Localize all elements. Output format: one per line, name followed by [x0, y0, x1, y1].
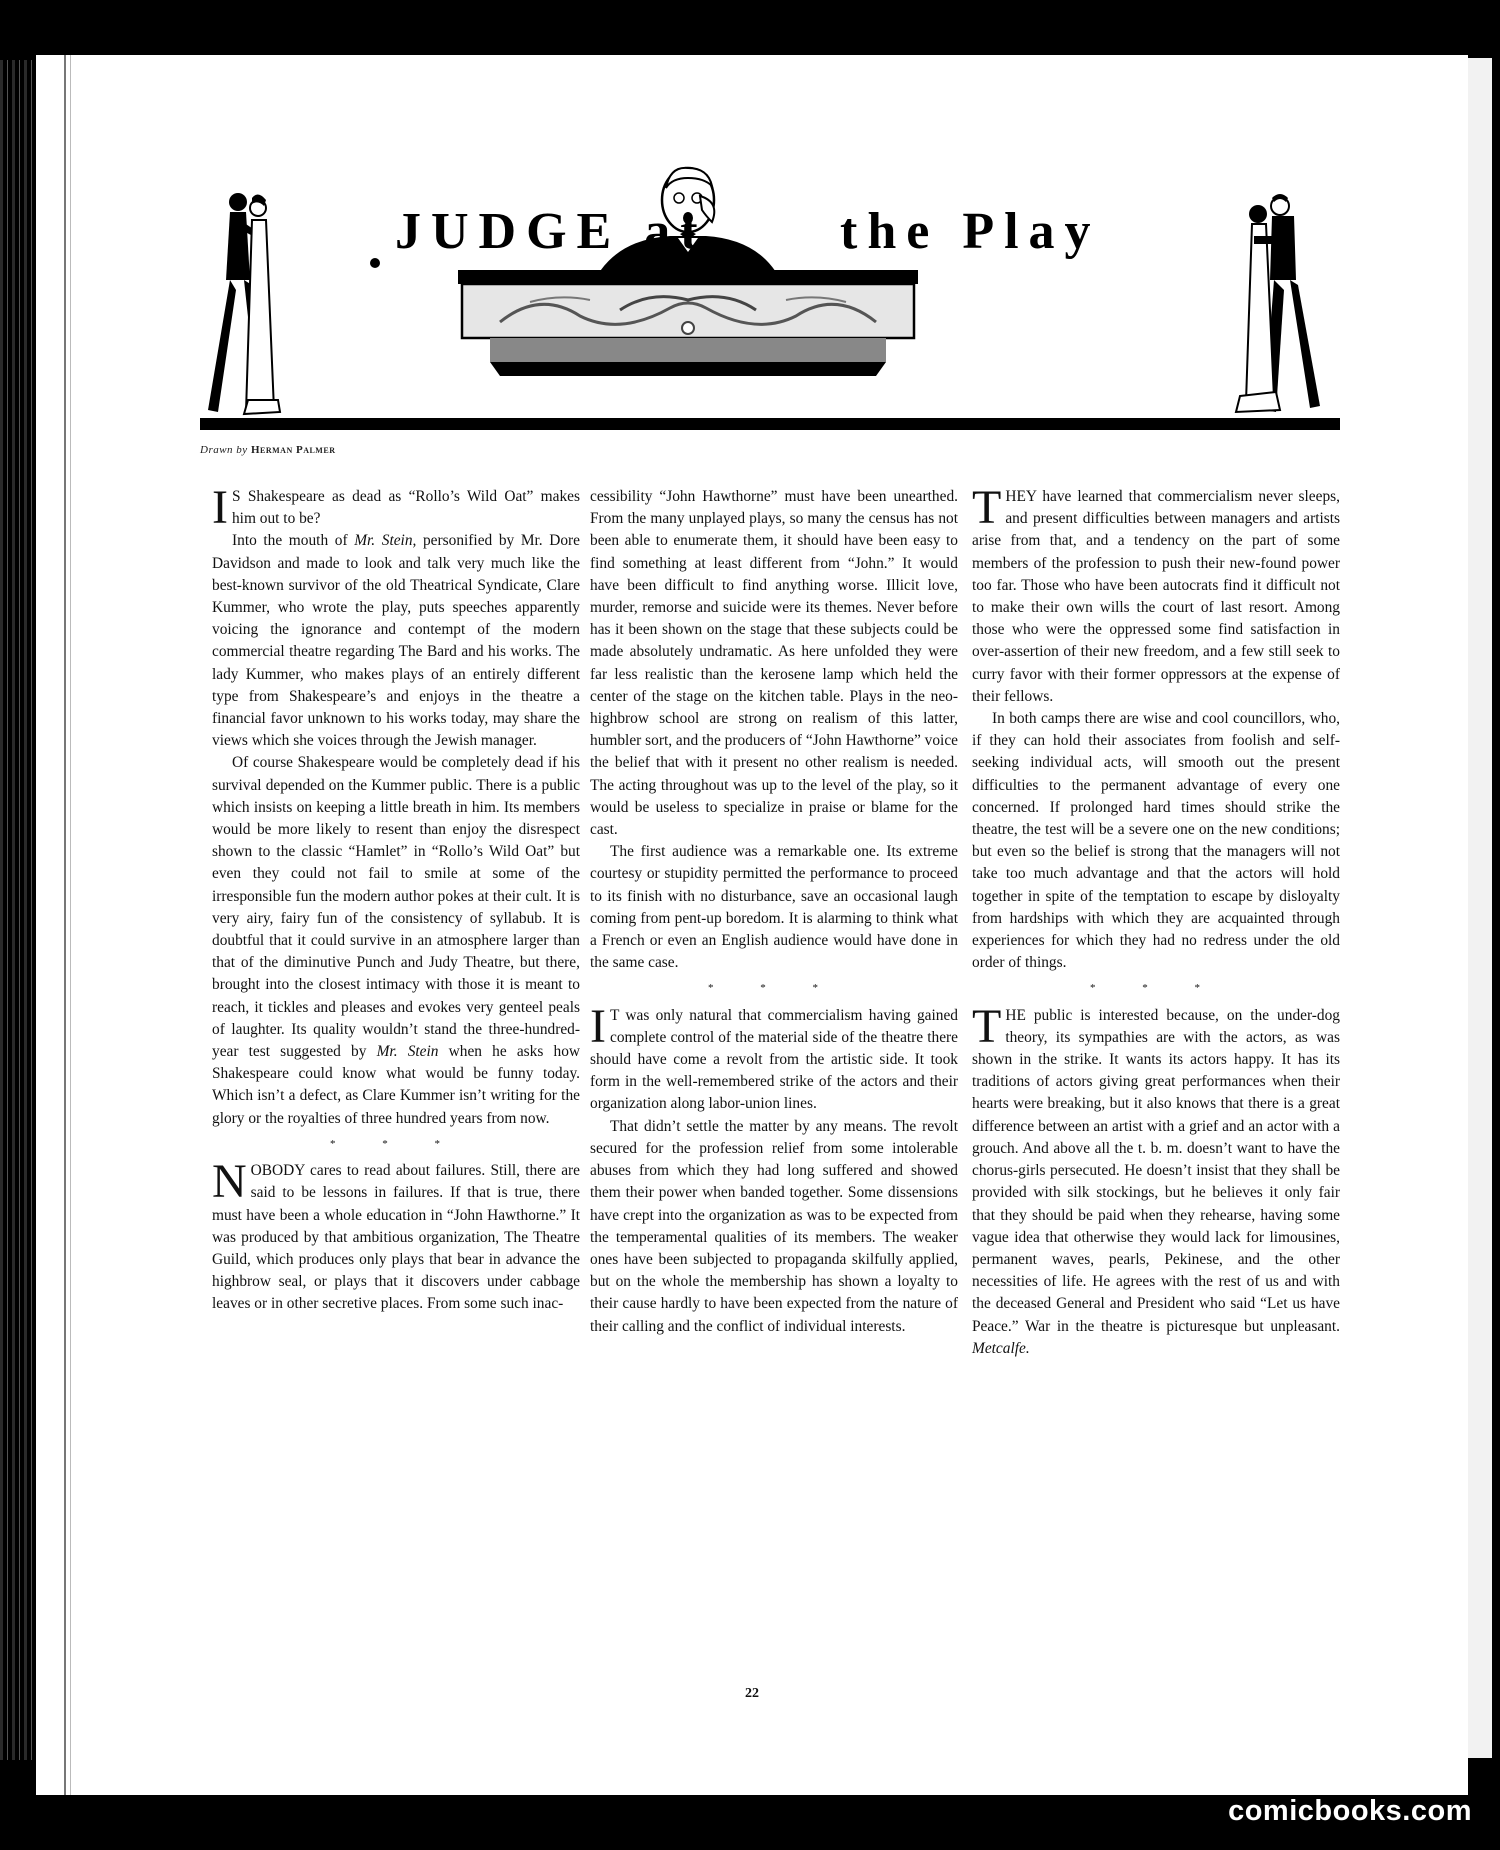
- paragraph-text: HE public is interested because, on the under-dog theory, its sympathies are with the actors, as was shown in the strike. It wants its actors happy. It has its traditions of actors giving great performances when their hearts were breaking, but it also knows that there is a great difference between an artist with a grief and an actor with a grouch. And above all the t. b. m. doesn’t want to have the chorus-girls persecuted. He doesn’t insist that they shall be provided with silk stockings, but he believes it only fair that they should be paid when they rehearse, having some vague idea that otherwise they would lack for limousines, permanent waves, pearls, Pekinese, and the other necessities of life. He agrees with the rest of us and with the deceased General and President who said “Let us have Peace.” War in the theatre is picturesque but unpleasant.: [972, 1006, 1340, 1335]
- paragraph: [972, 481, 1340, 708]
- article-column-2: [590, 486, 958, 1338]
- paragraph: cessibility “John Hawthorne” must have been unearthed. From the many unplayed plays, so many the census has not been able to enumerate them, it should have been easy to find something at least different from “John.” It would have been difficult to find anything worse. Illicit love, murder, remorse and suicide were its themes. Never before has it been shown on the stage that these subjects could be made absolutely undramatic. As here unfolded they were far less realistic than the kerosene lamp which held the center of the stage on the kitchen table. Plays in the neo-highbrow school are strong on realism of this latter, humbler sort, and the producers of “John Hawthorne” voice the belief that with it present no other realism is needed. The acting throughout was up to the level of the play, so it would be useless to specialize in praise or blame for the cast.: [590, 488, 958, 839]
- character-name: Mr. Stein: [376, 1043, 439, 1061]
- page-fold-line: [64, 55, 66, 1795]
- paragraph-text: S Shakespeare as dead as “Rollo’s Wild Oat” makes him out to be?: [231, 488, 580, 528]
- paragraph-text: when he asks how Shakespeare could know what would be funny today. Which isn’t a defect, as Clare Kummer isn’t writing for the glory or the royalties of three hundred years from now.: [212, 1043, 580, 1127]
- paragraph-text: Of course Shakespeare would be completely dead if his survival depended on the Kummer public. There is a public which insists on keeping a little breath in him. Its members would be more likely to resent than enjoy the disrespect shown to the classic “Hamlet” in “Rollo’s Wild Oat” but even they could not fail to smile at some of the irresponsible fun the modern author pokes at their cult. It is very airy, fairy fun of the consistency of syllabub. It is doubtful that it could survive in an atmosphere larger than that of the diminutive Punch and Judy Theatre, but there, brought into the closest intimacy with those it is meant to reach, it tickles and pleases and evokes very genteel peals of laughter. Its quality wouldn’t stand the three-hundred-year test suggested by: [212, 754, 580, 1061]
- section-divider: * * *: [330, 1137, 462, 1150]
- paragraph: [212, 481, 580, 534]
- paragraph: [590, 999, 958, 1116]
- page-title-right: the Play: [840, 203, 1101, 260]
- header-art-svg: [200, 140, 1350, 440]
- page-number: 22: [745, 1686, 759, 1701]
- drop-cap: N: [212, 1155, 247, 1209]
- paragraph-text: Into the mouth of: [232, 532, 355, 550]
- paragraph-text: HEY have learned that commercialism never sleeps, and present difficulties between managers and artists arise from that, and a tendency on the part of some members of the profession to push their new-found power too far. Those who have been autocrats find it difficult not to make their own wills the court of last resort. Among those who were the oppressed some find satisfaction in over-assertion of their new freedom, and a few still seek to curry favor with their former oppressors at the expense of their fellows.: [972, 488, 1340, 705]
- drop-cap: I: [212, 481, 228, 534]
- dancing-couple-left: [208, 193, 280, 414]
- paragraph: That didn’t settle the matter by any means. The revolt secured for the profession relief from some intolerable abuses from which they had long suffered and showed them their power when banded together. Some dissensions have crept into the organization as was to be expected from the temperamental qualities of its members. The weaker ones have been subjected to propaganda skilfully applied, but on the whole the membership has shown a loyalty to their cause hardly to have been expected from the nature of their calling and the conflict of individual interests.: [590, 1117, 958, 1335]
- credit-artist: Herman Palmer: [250, 444, 336, 456]
- paragraph: [212, 752, 580, 1129]
- header-illustration: [200, 140, 1350, 440]
- drop-cap: T: [972, 999, 1002, 1053]
- drop-cap: T: [972, 481, 1002, 534]
- stage-floor-bar: [200, 418, 1340, 430]
- paragraph: The first audience was a remarkable one. Its extreme courtesy or stupidity permitted the performance to proceed to its finish with no disturbance, save an occasional laugh coming from pent-up boredom. It is alarming to think what a French or even an English audience would have done in the same case.: [590, 843, 958, 972]
- drop-cap: I: [590, 999, 606, 1053]
- title-dot-ornament: [370, 258, 380, 268]
- article-column-3: [972, 481, 1340, 1360]
- illustration-credit: [200, 444, 335, 456]
- page-title-left: JUDGE at: [395, 203, 708, 260]
- site-watermark: comicbooks.com: [1228, 1795, 1472, 1827]
- paragraph: [212, 1155, 580, 1315]
- paragraph-text: T was only natural that commercialism having gained complete control of the material side of the theatre there should have come a revolt from the artistic side. It took form in the well-remembered strike of the actors and their organization along labor-union lines.: [590, 1006, 958, 1113]
- author-signature: Metcalfe.: [972, 1339, 1030, 1357]
- paragraph: [212, 530, 580, 752]
- adjacent-page-edge: [1465, 58, 1492, 1758]
- paragraph: In both camps there are wise and cool councillors, who, if they can hold their associates from foolish and self-seeking individual acts, will smooth out the present difficulties to the permanent advantage of every one concerned. If prolonged hard times should strike the theatre, the test will be a severe one on the new conditions; but even so the belief is strong that the managers will not take too much advantage and that the actors will hold together in spite of the temptation to escape by disloyalty from hardships with which they are acquainted through experiences for which they had no redress under the old order of things.: [972, 710, 1340, 972]
- page-fold-line-inner: [70, 55, 71, 1795]
- theatre-box: [458, 270, 918, 376]
- paragraph-text: OBODY cares to read about failures. Still, there are said to be lessons in failures. If that is true, there must have been a whole education in “John Hawthorne.” It was produced by that ambitious organization, The Theatre Guild, which produces only plays that bear in advance the highbrow seal, or plays that it discovers under cabbage leaves or in other secretive places. From some such inac-: [212, 1162, 580, 1313]
- section-divider: * * *: [708, 982, 840, 995]
- dancing-couple-right: [1236, 194, 1320, 412]
- paragraph-text: personified by Mr. Dore Davidson and made to look and talk very much like the best-known survivor of the old Theatrical Syndicate, Clare Kummer, who wrote the play, puts speeches apparently voicing the ignorance and contempt of the modern commercial theatre regarding The Bard and his works. The lady Kummer, who makes plays of an entirely different type from Shakespeare’s and enjoys in the theatre a financial favor unknown to his works today, may share the views which she voices through the Jewish manager.: [212, 532, 581, 750]
- paragraph: [972, 999, 1340, 1360]
- section-divider: * * *: [1090, 982, 1222, 995]
- scan-binding-edge: [0, 60, 36, 1760]
- credit-prefix: Drawn by: [200, 444, 248, 456]
- article-column-1: [212, 481, 581, 1316]
- character-name: Mr. Stein,: [354, 532, 417, 550]
